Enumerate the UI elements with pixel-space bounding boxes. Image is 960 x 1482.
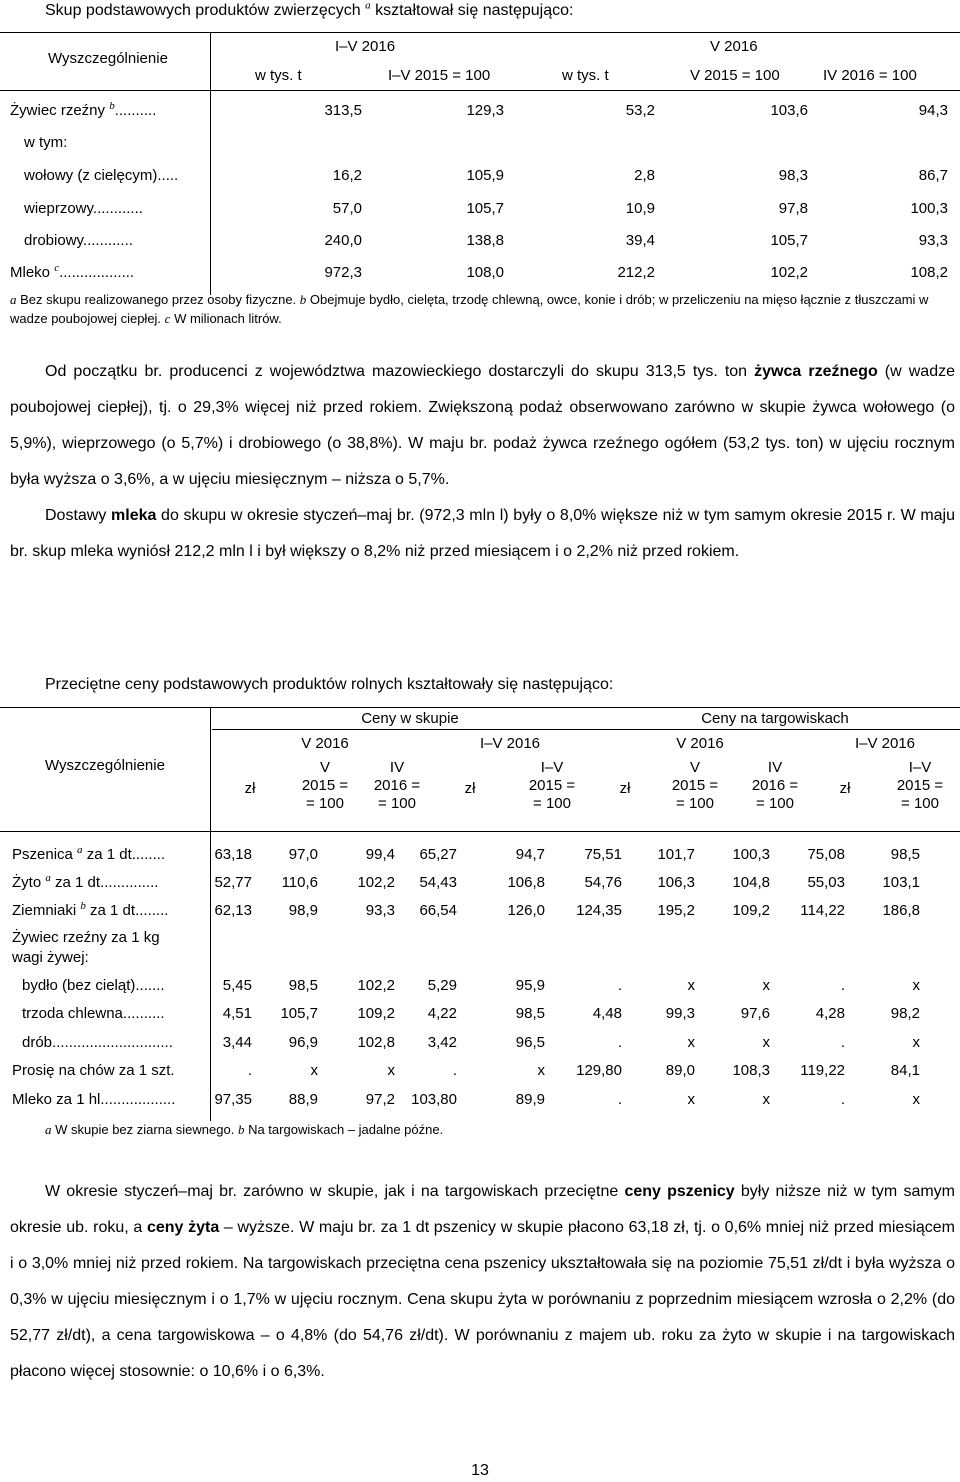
table-cell: 63,18 [214, 846, 252, 863]
table-cell: 102,2 [357, 874, 395, 891]
table-cell: 96,9 [288, 1034, 318, 1051]
table-cell: 4,51 [222, 1005, 252, 1022]
table-cell: 53,2 [625, 102, 655, 119]
table-cell: x [687, 1091, 695, 1108]
table-cell: 95,9 [515, 977, 545, 994]
header-v2015: V 2015 = = 100 [671, 759, 719, 812]
table-cell: 98,3 [778, 167, 808, 184]
table-cell: x [912, 1091, 920, 1108]
header-sub-2: I–V 2015 = 100 [388, 67, 491, 84]
table-cell: 104,8 [732, 874, 770, 891]
table-cell: 52,77 [214, 874, 252, 891]
table-cell: 93,3 [918, 232, 948, 249]
table-cell: x [762, 1091, 770, 1108]
header-period: V 2016 [676, 735, 724, 752]
table2-footnotes: a W skupie bez ziarna siewnego. b Na targowiskach – jadalne późne. [45, 1122, 444, 1137]
table-cell: . [617, 1034, 622, 1051]
header-group-i-v-2016: I–V 2016 [335, 38, 396, 55]
paragraph: Dostawy mleka do skupu w okresie styczeń–maj br. (972,3 mln l) były o 8,0% większe niż w tym samym okresie 2015 r. W maju br. skup mleka wyniósł 212,2 mln l i był większy o 8,2% niż przed miesiącem i o 2,2% niż przed rokiem. [10, 507, 956, 560]
table-cell: 39,4 [625, 232, 655, 249]
row-label: Żywiec rzeźny $^b$.......... [10, 100, 157, 119]
table-row [0, 102, 960, 124]
header-sub-3: w tys. t [562, 67, 609, 84]
table-cell: 313,5 [324, 102, 362, 119]
header-ceny-na-targowiskach: Ceny na targowiskach [701, 710, 849, 727]
table-cell: x [687, 1034, 695, 1051]
table-cell: 110,6 [281, 874, 318, 891]
table-cell: 108,2 [910, 264, 948, 281]
table-cell: 972,3 [324, 264, 362, 281]
table-row [0, 929, 960, 949]
row-label: bydło (bez cieląt)....... [22, 977, 165, 994]
table-cell: 55,03 [807, 874, 845, 891]
row-label: Mleko $^c$.................. [10, 262, 135, 281]
table-cell: 98,2 [890, 1005, 920, 1022]
table-cell: 97,6 [740, 1005, 770, 1022]
table-cell: 105,7 [280, 1005, 318, 1022]
table-cell: 186,8 [882, 902, 920, 919]
table-row [0, 949, 960, 969]
table-cell: x [310, 1062, 318, 1079]
table-cell: 93,3 [365, 902, 395, 919]
row-label: Pszenica $^a$ za 1 dt........ [12, 844, 166, 863]
header-iv2015: I–V 2015 = = 100 [528, 759, 576, 812]
table-cell: x [762, 977, 770, 994]
table-row [0, 264, 960, 286]
table-row [0, 977, 960, 997]
table-cell: 88,9 [288, 1091, 318, 1108]
header-sub-4: V 2015 = 100 [690, 67, 780, 84]
table-cell: 89,0 [665, 1062, 695, 1079]
table-row [0, 1091, 960, 1111]
table-cell: 98,5 [288, 977, 318, 994]
table-cell: 129,3 [466, 102, 504, 119]
header-sub-1: w tys. t [255, 67, 302, 84]
table-cell: 86,7 [918, 167, 948, 184]
row-label: wieprzowy............ [24, 200, 143, 217]
header-wyszczegolnienie: Wyszczególnienie [48, 50, 168, 67]
table-cell: 4,48 [592, 1005, 622, 1022]
table-cell: 101,7 [657, 846, 695, 863]
table-cell: 99,3 [665, 1005, 695, 1022]
table-cell: 75,51 [584, 846, 622, 863]
table-cell: 96,5 [515, 1034, 545, 1051]
table-row [0, 1005, 960, 1025]
header-period: I–V 2016 [854, 735, 916, 752]
row-label: Żyto $^a$ za 1 dt.............. [12, 872, 159, 891]
table-row [0, 846, 960, 866]
table-cell: . [247, 1062, 252, 1079]
table-cell: 212,2 [617, 264, 655, 281]
page-number: 13 [471, 1462, 489, 1479]
table-cell: 97,2 [365, 1091, 395, 1108]
table-cell: 54,76 [584, 874, 622, 891]
table-cell: 5,45 [222, 977, 252, 994]
table-cell: 4,28 [815, 1005, 845, 1022]
table1-caption: Skup podstawowych produktów zwierzęcych $^a$ kształtował się następująco: [45, 0, 574, 19]
table-cell: 102,8 [357, 1034, 395, 1051]
table-cell: 98,5 [890, 846, 920, 863]
table-cell: 97,8 [778, 200, 808, 217]
table-cell: 105,7 [770, 232, 808, 249]
table-cell: 105,7 [466, 200, 504, 217]
paragraph-grain-prices [10, 1174, 955, 1390]
table-row [0, 167, 960, 189]
table-cell: 119,22 [800, 1062, 845, 1079]
table-cell: x [537, 1062, 545, 1079]
table-cell: 103,80 [411, 1091, 457, 1108]
table-cell: 102,2 [770, 264, 808, 281]
row-label: drób............................. [22, 1034, 173, 1051]
table-cell: 105,9 [466, 167, 504, 184]
table-cell: . [617, 1091, 622, 1108]
table-cell: 109,2 [732, 902, 770, 919]
row-label: wagi żywej: [12, 949, 89, 966]
table-cell: 103,6 [770, 102, 808, 119]
table-cell: 2,8 [634, 167, 655, 184]
header-zl: zł [244, 780, 256, 797]
table-cell: 62,13 [214, 902, 252, 919]
paragraph-animal-purchase [10, 354, 955, 570]
table-cell: 97,0 [288, 846, 318, 863]
table1-footnotes: a Bez skupu realizowanego przez osoby fizyczne. b Obejmuje bydło, cielęta, trzodę chlewną, owce, konie i drób; w przeliczeniu na mięso łącznie z tłuszczami w wadze poubojowej ciepłej. c W milionach litrów. [10, 292, 929, 326]
table-row [0, 200, 960, 222]
row-label: Mleko za 1 hl.................. [12, 1091, 176, 1108]
table-cell: 102,2 [357, 977, 395, 994]
table-row [0, 232, 960, 254]
table-cell: 3,42 [427, 1034, 457, 1051]
header-iv2016: IV 2016 = = 100 [751, 759, 799, 812]
header-wyszczegolnienie: Wyszczególnienie [45, 757, 165, 774]
row-label: Żywiec rzeźny za 1 kg [12, 929, 160, 946]
table-cell: 195,2 [657, 902, 695, 919]
row-label: drobiowy............ [24, 232, 133, 249]
table-cell: . [840, 1034, 845, 1051]
header-v2015: V 2015 = = 100 [301, 759, 349, 812]
table-cell: 89,9 [515, 1091, 545, 1108]
table-cell: 129,80 [576, 1062, 622, 1079]
table-cell: 100,3 [910, 200, 948, 217]
row-label: wołowy (z cielęcym)..... [24, 167, 179, 184]
table-cell: 16,2 [332, 167, 362, 184]
table-cell: 98,5 [515, 1005, 545, 1022]
table-cell: 240,0 [324, 232, 362, 249]
table-cell: 75,08 [807, 846, 845, 863]
header-sub-5: IV 2016 = 100 [823, 67, 917, 84]
table-cell: 106,3 [657, 874, 695, 891]
table-cell: . [840, 1091, 845, 1108]
table-cell: 57,0 [332, 200, 362, 217]
table-cell: 94,3 [918, 102, 948, 119]
table-cell: . [840, 977, 845, 994]
table-cell: x [912, 977, 920, 994]
table2-caption: Przeciętne ceny podstawowych produktów rolnych kształtowały się następująco: [45, 676, 614, 693]
table-cell: . [617, 977, 622, 994]
table-cell: 5,29 [427, 977, 457, 994]
table-cell: 99,4 [365, 846, 395, 863]
table-cell: x [387, 1062, 395, 1079]
header-zl: zł [464, 780, 476, 797]
table-cell: 108,3 [732, 1062, 770, 1079]
table-cell: 109,2 [357, 1005, 395, 1022]
table-cell: 124,35 [576, 902, 622, 919]
header-period: I–V 2016 [479, 735, 541, 752]
table-cell: 65,27 [419, 846, 457, 863]
table-cell: 94,7 [515, 846, 545, 863]
table-row [0, 134, 960, 156]
paragraph: W okresie styczeń–maj br. zarówno w skupie, jak i na targowiskach przeciętne ceny pszenicy były niższe niż w tym samym okresie ub. roku, a ceny żyta – wyższe. W maju br. za 1 dt pszenicy w skupie płacono 63,18 zł, tj. o 0,6% mniej niż przed miesiącem i o 3,0% mniej niż przed rokiem. Na targowiskach przeciętna cena pszenicy ukształtowała się na poziomie 75,51 zł/dt i była wyższa o 0,3% w ujęciu miesięcznym i o 1,7% w ujęciu rocznym. Cena skupu żyta w porównaniu z poprzednim miesiącem wzrosła o 2,2% (do 52,77 zł/dt), a cena targowiskowa – o 4,8% (do 54,76 zł/dt). W porównaniu z majem ub. roku za żyto w skupie i na targowiskach płacono więcej stosownie: o 10,6% i o 6,3%. [10, 1183, 956, 1380]
row-label: Prosię na chów za 1 szt. [12, 1062, 175, 1079]
table-cell: x [687, 977, 695, 994]
table-cell: 114,22 [800, 902, 845, 919]
table-cell: 3,44 [222, 1034, 252, 1051]
table-cell: 10,9 [625, 200, 655, 217]
table-row [0, 1062, 960, 1082]
table-cell: 138,8 [466, 232, 504, 249]
row-label: trzoda chlewna.......... [22, 1005, 165, 1022]
table-cell: 97,35 [214, 1091, 252, 1108]
table-cell: 4,22 [427, 1005, 457, 1022]
header-period: V 2016 [301, 735, 349, 752]
table-row [0, 874, 960, 894]
header-group-v-2016: V 2016 [710, 38, 758, 55]
row-label: Ziemniaki $^b$ za 1 dt........ [12, 900, 169, 919]
table-cell: 100,3 [732, 846, 770, 863]
row-label: w tym: [24, 134, 68, 151]
table-cell: 84,1 [890, 1062, 920, 1079]
table-cell: . [452, 1062, 457, 1079]
table-cell: 66,54 [419, 902, 457, 919]
table-cell: 98,9 [288, 902, 318, 919]
table-row [0, 1034, 960, 1054]
table-cell: x [762, 1034, 770, 1051]
header-iv2016: IV 2016 = = 100 [373, 759, 421, 812]
table-cell: 106,8 [507, 874, 545, 891]
header-iv2015: I–V 2015 = = 100 [896, 759, 944, 812]
table-row [0, 902, 960, 922]
table-cell: 126,0 [507, 902, 545, 919]
header-zl: zł [619, 780, 631, 797]
table-cell: x [912, 1034, 920, 1051]
table-cell: 108,0 [466, 264, 504, 281]
table-cell: 103,1 [882, 874, 920, 891]
header-ceny-w-skupie: Ceny w skupie [361, 710, 459, 727]
paragraph: Od początku br. producenci z województwa mazowieckiego dostarczyli do skupu 313,5 tys. ton żywca rzeźnego (w wadze poubojowej ciepłej), tj. o 29,3% więcej niż przed rokiem. Zwiększoną podaż obserwowano zarówno w skupie żywca wołowego (o 5,9%), wieprzowego (o 5,7%) i drobiowego (o 38,8%). W maju br. podaż żywca rzeźnego ogółem (53,2 tys. ton) w ujęciu rocznym była wyższa o 3,6%, a w ujęciu miesięcznym – niższa o 5,7%. [10, 363, 955, 488]
table-cell: 54,43 [419, 874, 457, 891]
header-zl: zł [839, 780, 851, 797]
